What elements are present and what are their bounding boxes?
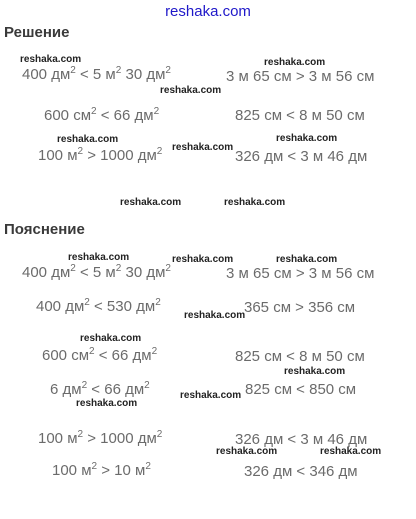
watermark: reshaka.com [57, 134, 119, 145]
solution-row-2-right: 825 см < 8 м 50 см [235, 107, 365, 124]
site-title[interactable]: reshaka.com [165, 3, 251, 20]
watermark: reshaka.com [284, 366, 346, 377]
watermark: reshaka.com [276, 133, 338, 144]
watermark: reshaka.com [20, 54, 82, 65]
solution-row-3-left: 100 $м^2 > 1000$ $дм^2$ [38, 146, 163, 164]
explanation-row-6-left: 100 $м^2 > 10$ $м^2$ [52, 461, 151, 479]
explanation-row-5-right: 326 дм < 3 м 46 дм [235, 431, 368, 448]
explanation-row-3-right: 825 см < 8 м 50 см [235, 348, 365, 365]
explanation-row-1-right: 3 м 65 см > 3 м 56 см [226, 265, 375, 282]
explanation-row-2-right: 365 см > 356 см [244, 299, 356, 316]
solution-row-3-right: 326 дм < 3 м 46 дм [235, 148, 368, 165]
explanation-row-5-left: 100 $м^2 > 1000$ $дм^2$ [38, 429, 163, 447]
watermark: reshaka.com [80, 333, 142, 344]
watermark: reshaka.com [320, 446, 382, 457]
watermark: reshaka.com [224, 197, 286, 208]
watermark: reshaka.com [180, 390, 242, 401]
explanation-row-1-left: 400 $дм^2 < 5$ $м^2$ 30 $дм^2$ [22, 263, 171, 281]
watermark: reshaka.com [172, 254, 234, 265]
explanation-row-2-left: 400 $дм^2 < 530$ $дм^2$ [36, 297, 161, 315]
explanation-row-4-right: 825 см < 850 см [245, 381, 357, 398]
explanation-row-4-left: 6 $дм^2 < 66$ $дм^2$ [50, 380, 150, 398]
watermark: reshaka.com [184, 310, 246, 321]
solution-row-1-left: 400 $дм^2 < 5$ $м^2$ 30 $дм^2$ [22, 65, 171, 83]
watermark: reshaka.com [276, 254, 338, 265]
watermark: reshaka.com [76, 398, 138, 409]
watermark: reshaka.com [172, 142, 234, 153]
explanation-row-3-left: 600 $см^2 < 66$ $дм^2$ [42, 346, 158, 364]
explanation-row-6-right: 326 дм < 346 дм [244, 463, 358, 480]
solution-heading: Решение [4, 24, 70, 41]
watermark: reshaka.com [120, 197, 182, 208]
solution-row-1-right: 3 м 65 см > 3 м 56 см [226, 68, 375, 85]
explanation-heading: Пояснение [4, 221, 85, 238]
watermark: reshaka.com [264, 57, 326, 68]
watermark: reshaka.com [216, 446, 278, 457]
solution-row-2-left: 600 $см^2 < 66$ $дм^2$ [44, 106, 160, 124]
watermark: reshaka.com [160, 85, 222, 96]
watermark: reshaka.com [68, 252, 130, 263]
